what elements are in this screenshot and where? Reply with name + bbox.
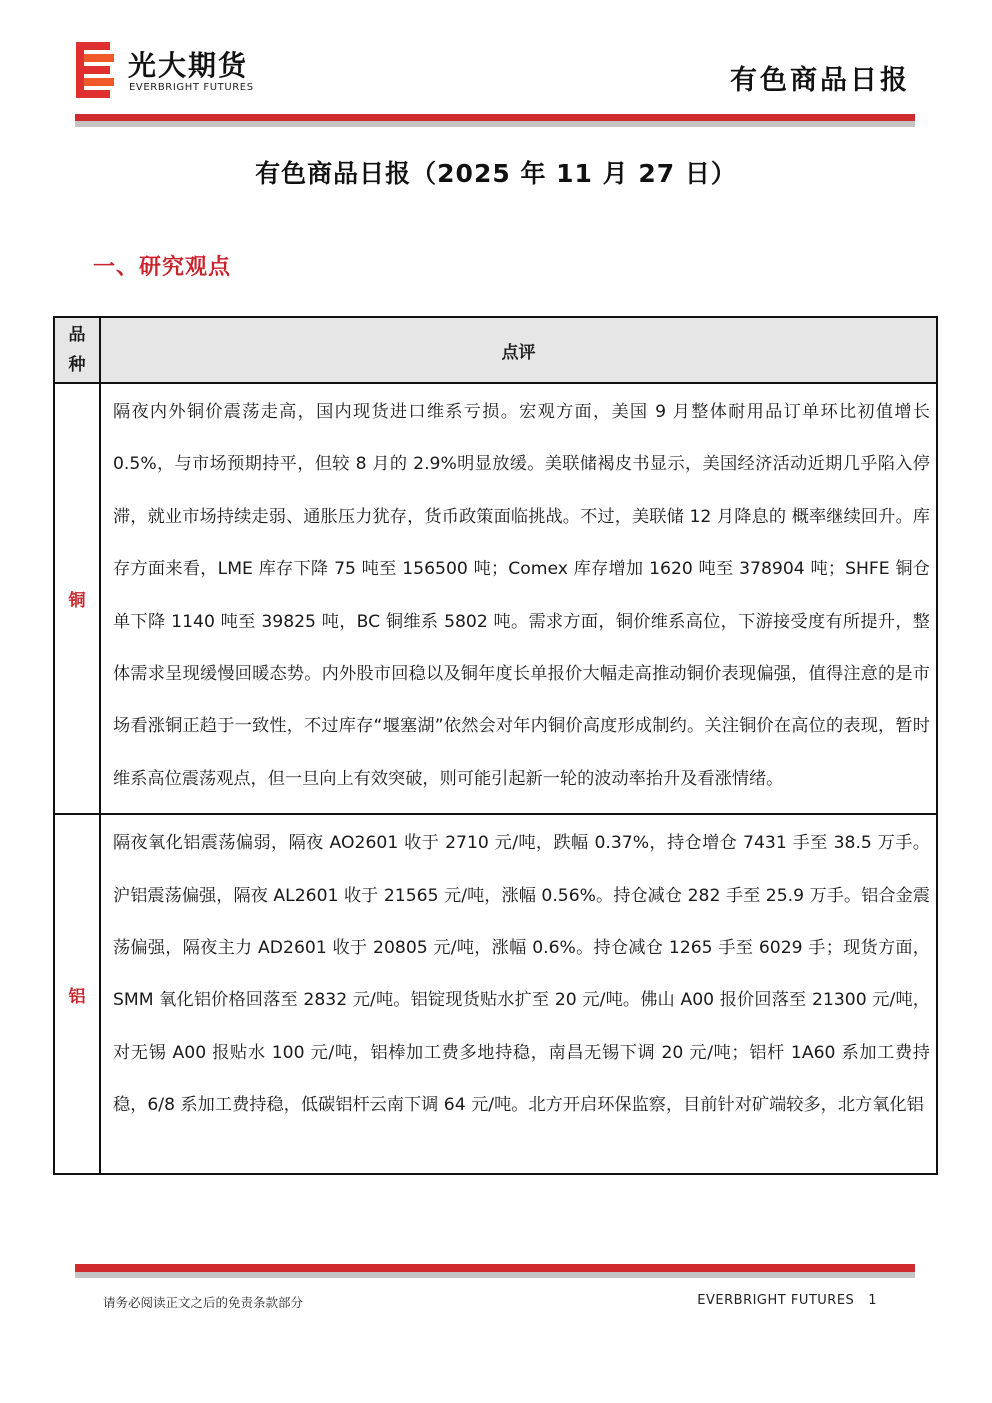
header-kind (54, 317, 100, 383)
footer-company: EVERBRIGHT FUTURES (697, 1293, 855, 1308)
section-heading: 一、研究观点 (93, 255, 232, 280)
everbright-logo-icon (76, 42, 116, 98)
header-kind-label: 品种 (68, 325, 86, 375)
logo-cn-text: 光大期货 (128, 49, 249, 82)
table-header-row (54, 317, 937, 383)
footer-disclaimer: 请务必阅读正文之后的免责条款部分 (103, 1295, 304, 1310)
footer-rule-red (75, 1264, 915, 1272)
row-text-aluminium: 隔夜氧化铝震荡偏弱，隔夜 AO2601 收于 2710 元/吨，跌幅 0.37%，持仓增仓 7431 手至 38.5 万手。沪铝震荡偏强，隔夜 AL2601 收于 21565 元/吨，涨幅 0.56%。持仓减仓 282 手至 25.9 万手。铝合金震荡偏强，隔夜主力 AD2601 收于 20805 元/吨，涨幅 0.6%。持仓减仓 1265 手至 6029 手；现货方面，SMM 氧化铝价格回落至 2832 元/吨。铝锭现货贴水扩至 20 元/吨。佛山 A00 报价回落至 21300 元/吨，对无锡 A00 报贴水 100 元/吨，铝棒加工费多地持稳，南昌无锡下调 20 元/吨；铝杆 1A60 系加工费持稳，6/8 系加工费持稳，低碳铝杆云南下调 64 元/吨。北方开启环保监察，目前针对矿端较多，北方氧化铝 (113, 833, 930, 1116)
row-kind-aluminium: 铝 (54, 814, 100, 1174)
logo-en-text: EVERBRIGHT FUTURES (129, 82, 254, 93)
header-comment: 点评 (100, 317, 937, 383)
header-title: 有色商品日报 (730, 65, 910, 96)
document-title: 有色商品日报（2025 年 11 月 27 日） (255, 159, 737, 188)
footer-page-number: 1 (868, 1293, 877, 1308)
row-text-copper: 隔夜内外铜价震荡走高，国内现货进口维系亏损。宏观方面，美国 9 月整体耐用品订单环比初值增长 0.5%，与市场预期持平，但较 8 月的 2.9%明显放缓。美联储褐皮书显示，美国经济活动近期几乎陷入停滞，就业市场持续走弱、通胀压力犹存，货币政策面临挑战。不过，美联储 12 月降息的 概率继续回升。库存方面来看，LME 库存下降 75 吨至 156500 吨；Comex 库存增加 1620 吨至 378904 吨；SHFE 铜仓单下降 1140 吨至 39825 吨，BC 铜维系 5802 吨。需求方面，铜价维系高位，下游接受度有所提升，整体需求呈现缓慢回暖态势。内外股市回稳以及铜年度长单报价大幅走高推动铜价表现偏强，值得注意的是市场看涨铜正趋于一致性，不过库存“堰塞湖”依然会对年内铜价高度形成制约。关注铜价在高位的表现，暂时维系高位震荡观点，但一旦向上有效突破，则可能引起新一轮的波动率抬升及看涨情绪。 (100, 383, 937, 814)
row-kind-copper: 铜 (54, 383, 100, 814)
footer-company-page (697, 1293, 877, 1308)
header-rule-grey (75, 121, 915, 127)
table-row-aluminium (54, 814, 937, 1174)
header-rule-red (75, 114, 915, 121)
row-text-aluminium-cell (100, 814, 937, 1174)
footer-rule-grey (75, 1272, 915, 1278)
research-table (53, 316, 938, 1175)
company-logo (76, 42, 296, 100)
table-row-copper (54, 383, 937, 814)
